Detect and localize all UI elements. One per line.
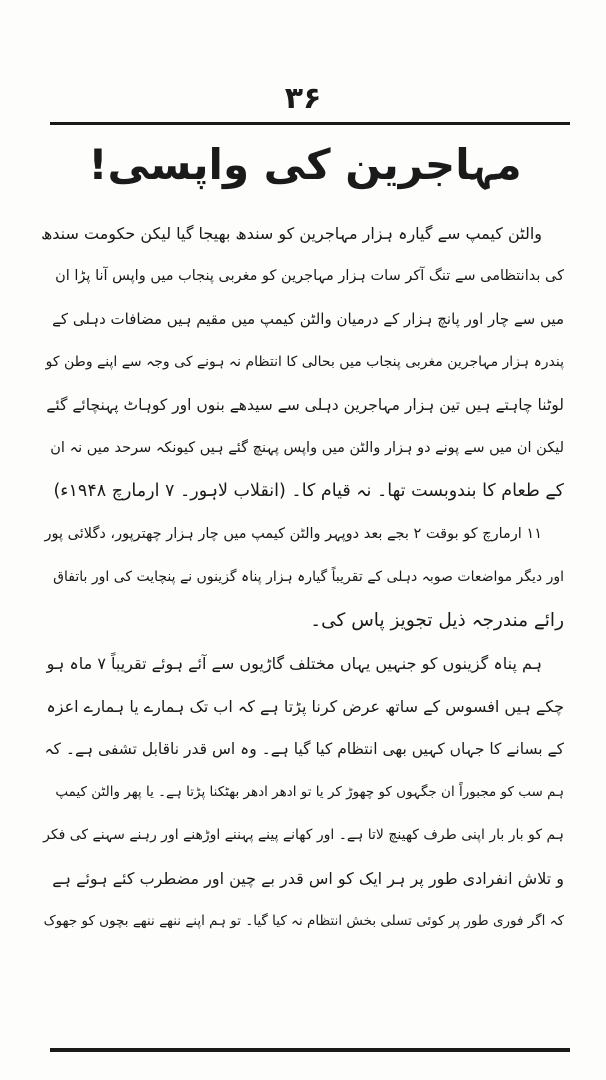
text-line: لیکن ان میں سے پونے دو ہزار والٹن میں واپس پہنچ گئے ہیں کیونکہ سرحد میں نہ ان [50, 440, 564, 456]
text-line: اور دیگر مواضعات صوبہ دہلی کے تقریباً گیارہ ہزار پناہ گزینوں نے پنچایت کی اور باتفاق [53, 569, 564, 585]
chapter-heading: مہاجرین کی واپسی! [88, 140, 522, 189]
top-rule [50, 122, 570, 125]
text-line: ہم پناہ گزینوں کو جنہیں یہاں مختلف گاڑیوں سے آئے ہوئے تقریباً ۷ ماہ ہو [46, 654, 542, 673]
text-line: رائے مندرجہ ذیل تجویز پاس کی۔ [310, 610, 564, 631]
text-line: چکے ہیں افسوس کے ساتھ عرض کرنا پڑتا ہے کہ اب تک ہمارے یا ہمارے اعزہ [46, 697, 564, 716]
text-line: میں سے چار اور پانچ ہزار کے درمیان والٹن کیمپ میں مقیم ہیں مضافات دہلی کے [52, 310, 564, 328]
page-number: ۳۶ [284, 81, 322, 116]
text-line: کے طعام کا بندوبست تھا۔ نہ قیام کا۔ (انقلاب لاہور۔ ۷ ارمارچ ۱۹۴۸ء) [53, 481, 564, 501]
text-line: ۱۱ ارمارچ کو بوقت ۲ بجے بعد دوپہر والٹن کیمپ میں چار ہزار چھترپور، دگلائی پور [44, 526, 542, 542]
text-line: ہم سب کو مجبوراً ان جگہوں کو چھوڑ کر یا تو ادھر ادھر بھٹکنا پڑتا ہے۔ یا پھر والٹن کیمپ [55, 784, 564, 800]
text-line: کے بسانے کا جہاں کہیں بھی انتظام کیا گیا ہے۔ وہ اس قدر ناقابل تشفی ہے۔ کہ [44, 740, 564, 758]
text-line: و تلاش انفرادی طور پر ہر ایک کو اس قدر بے چین اور مضطرب کئے ہوئے ہے [52, 869, 564, 888]
bottom-rule [50, 1048, 570, 1052]
text-line: ہم کو بار بار اپنی طرف کھینچ لاتا ہے۔ اور کھانے پینے پہننے اوڑھنے اور رہنے سہنے کی فکر [43, 827, 564, 843]
text-line: والٹن کیمپ سے گیارہ ہزار مہاجرین کو سندھ بھیجا گیا لیکن حکومت سندھ [41, 224, 542, 243]
text-line: پندرہ ہزار مہاجرین مغربی پنجاب میں بحالی کا انتظام نہ ہونے کی وجہ سے اپنے وطن کو [45, 354, 564, 370]
text-line: لوٹنا چاہتے ہیں تین ہزار مہاجرین دہلی سے سیدھے بنوں اور کوہاٹ پہنچائے گئے [46, 396, 564, 414]
text-line: کہ اگر فوری طور پر کوئی تسلی بخش انتظام نہ کیا گیا۔ تو ہم اپنے ننھے ننھے بچوں کو جھوک [43, 913, 564, 929]
body-text [40, 212, 564, 943]
text-line: کی بدانتظامی سے تنگ آکر سات ہزار مہاجرین کو مغربی پنجاب میں واپس آنا پڑا ان [55, 268, 564, 284]
